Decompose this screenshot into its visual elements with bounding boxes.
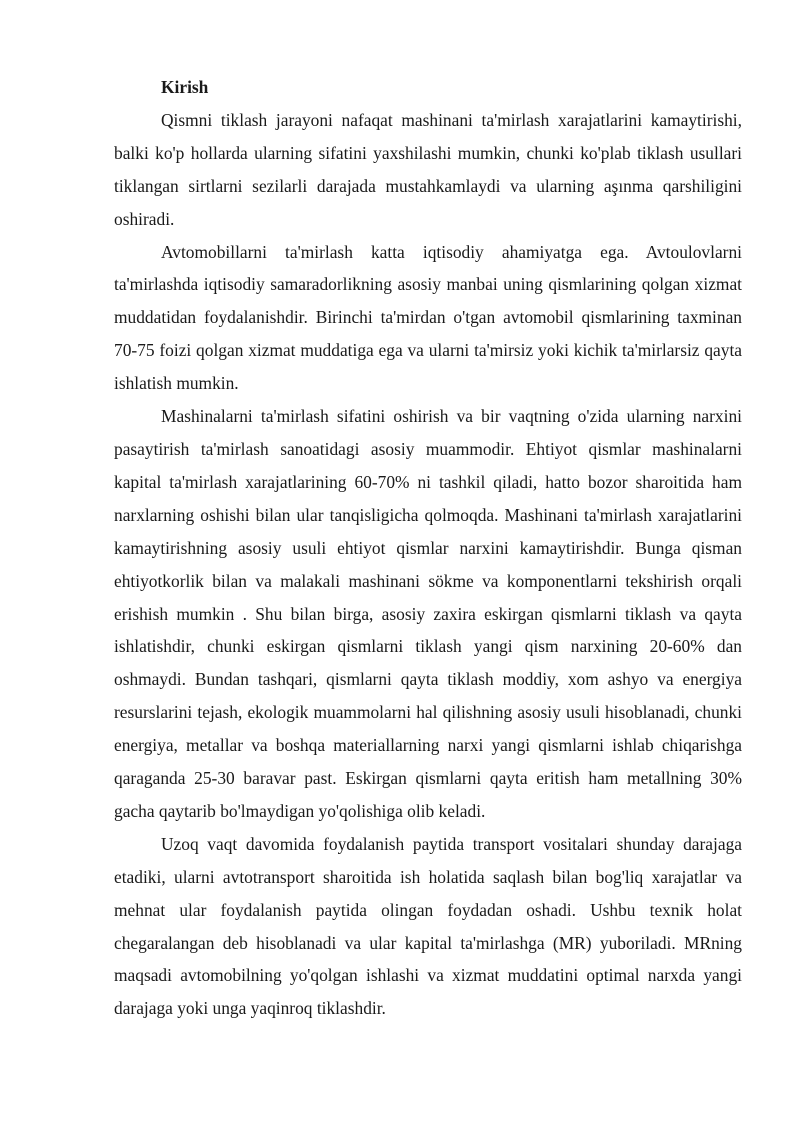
- paragraph-3: Mashinalarni ta'mirlash sifatini oshirish va bir vaqtning o'zida ularning narxini pasaytirish ta'mirlash sanoatidagi asosiy muammodir. Ehtiyot qismlar mashinalarni kapital ta'mirlash xarajatlarining 60-70% ni tashkil qiladi, hatto bozor sharoitida ham narxlarning oshishi bilan ular tanqisligicha qolmoqda. Mashinani ta'mirlash xarajatlarini kamaytirishning asosiy usuli ehtiyot qismlar narxini kamaytirishdir. Bunga qisman ehtiyotkorlik bilan va malakali mashinani sökme va komponentlarni tekshirish orqali erishish mumkin . Shu bilan birga, asosiy zaxira eskirgan qismlarni tiklash va qayta ishlatishdir, chunki eskirgan qismlarni tiklash yangi qism narxining 20-60% dan oshmaydi. Bundan tashqari, qismlarni qayta tiklash moddiy, xom ashyo va energiya resurslarini tejash, ekologik muammolarni hal qilishning asosiy usuli hisoblanadi, chunki energiya, metallar va boshqa materiallarning narxi yangi qismlarni ishlab chiqarishga qaraganda 25-30 baravar past. Eskirgan qismlarni qayta eritish ham metallning 30% gacha qaytarib bo'lmaydigan yo'qolishiga olib keladi.: [114, 406, 742, 821]
- paragraph-4: Uzoq vaqt davomida foydalanish paytida transport vositalari shunday darajaga etadiki, ularni avtotransport sharoitida ish holatida saqlash bilan bog'liq xarajatlar va mehnat ular foydalanish paytida olingan foydadan oshadi. Ushbu texnik holat chegaralangan deb hisoblanadi va ular kapital ta'mirlashga (MR) yuboriladi. MRning maqsadi avtomobilning yo'qolgan ishlashi va xizmat muddatini optimal narxda yangi darajaga yoki unga yaqinroq tiklashdir.: [114, 833, 742, 1019]
- section-heading: Kirish: [161, 77, 209, 97]
- document-body: [114, 71, 742, 1025]
- paragraph-2: Avtomobillarni ta'mirlash katta iqtisodiy ahamiyatga ega. Avtoulovlarni ta'mirlashda iqtisodiy samaradorlikning asosiy manbai uning qismlarining qolgan xizmat muddatidan foydalanishdir. Birinchi ta'mirdan o'tgan avtomobil qismlarining taxminan 70-75 foizi qolgan xizmat muddatiga ega va ularni ta'mirsiz yoki kichik ta'mirlarsiz qayta ishlatish mumkin.: [114, 241, 742, 394]
- paragraph-1: Qismni tiklash jarayoni nafaqat mashinani ta'mirlash xarajatlarini kamaytirishi, balki ko'p hollarda ularning sifatini yaxshilashi mumkin, chunki ko'plab tiklash usullari tiklangan sirtlarni sezilarli darajada mustahkamlaydi va ularning aşınma qarshiligini oshiradi.: [114, 109, 742, 229]
